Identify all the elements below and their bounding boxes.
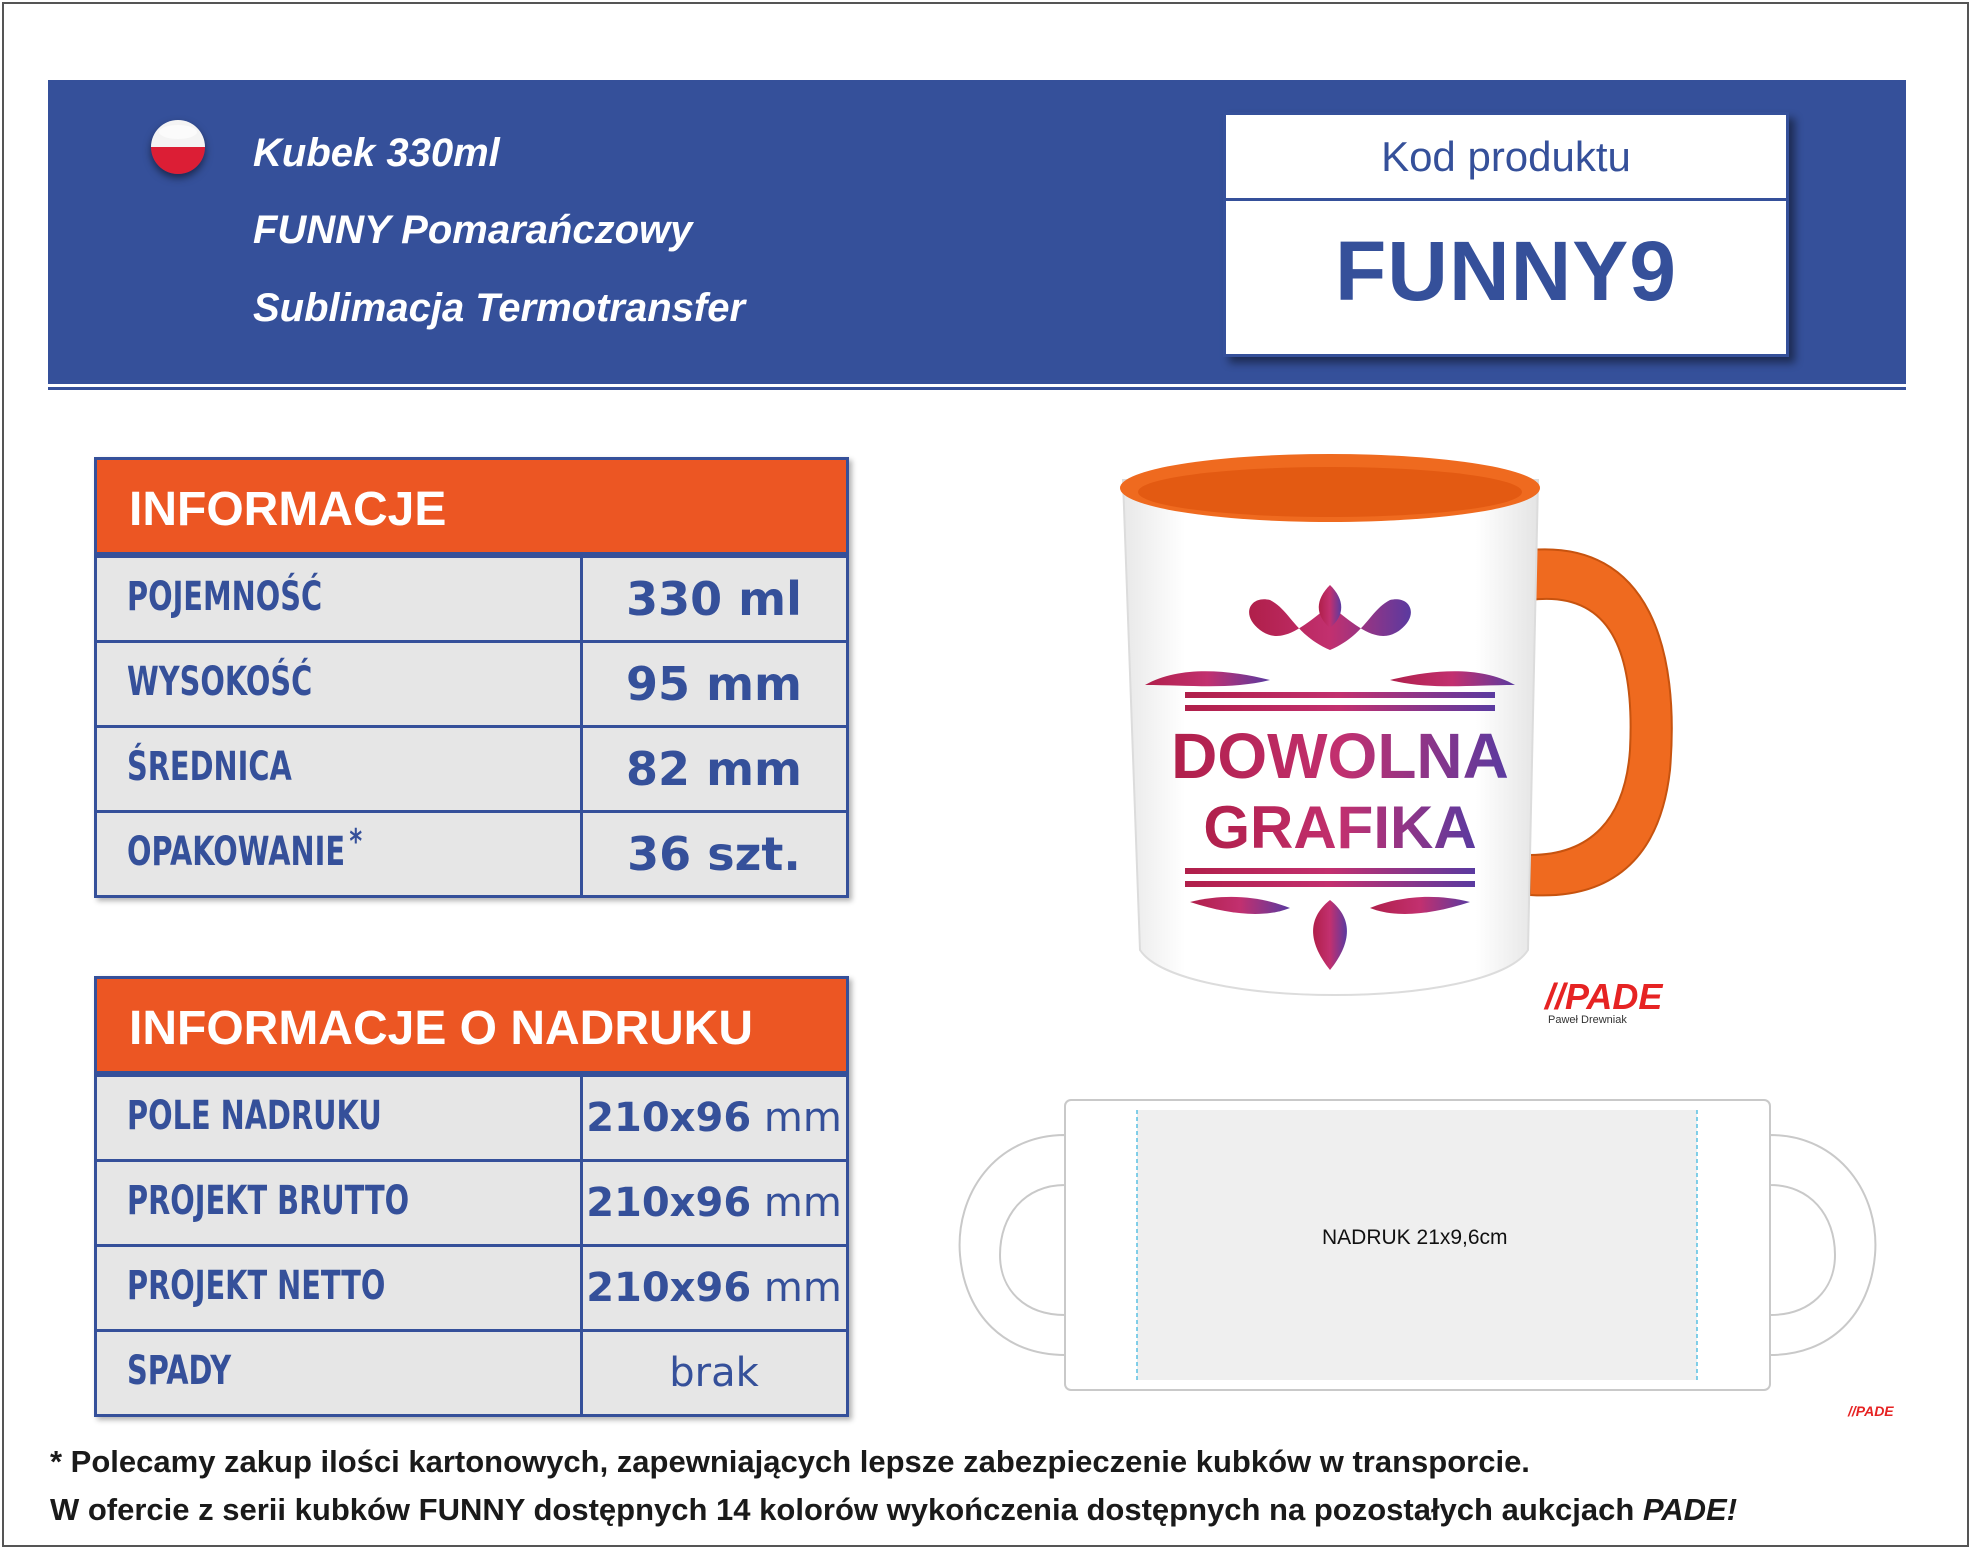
product-code-box	[1223, 112, 1789, 357]
table-row	[97, 1074, 846, 1159]
row-key: POLE NADRUKU	[127, 1093, 382, 1139]
product-code-value: FUNNY9	[1334, 224, 1678, 318]
row-key-text: OPAKOWANIE	[127, 829, 346, 875]
footnote-colors	[50, 1492, 1737, 1528]
table-row	[97, 640, 846, 725]
pade-logo: //PADE	[1545, 976, 1663, 1017]
table-row	[97, 1159, 846, 1244]
pade-small-logo: //PADE	[1848, 1403, 1894, 1419]
row-value: 36 szt.	[627, 827, 801, 881]
table-row	[97, 810, 846, 895]
row-key: ŚREDNICA	[127, 744, 292, 790]
row-value: brak	[669, 1350, 759, 1396]
row-value: 95 mm	[626, 657, 802, 711]
product-code-label: Kod produktu	[1381, 133, 1631, 180]
print-table-title: INFORMACJE O NADRUKU	[129, 1002, 753, 1055]
row-key	[127, 822, 363, 875]
row-value: 210x96 mm	[586, 1265, 842, 1311]
pade-subtitle: Paweł Drewniak	[1548, 1014, 1627, 1026]
row-key: POJEMNOŚĆ	[127, 574, 323, 620]
poland-flag-icon	[151, 120, 205, 174]
product-title-line-2: FUNNY Pomarańczowy	[253, 208, 693, 252]
table-row	[97, 725, 846, 810]
footnote-brand: PADE!	[1642, 1492, 1738, 1527]
footnote-colors-text: W ofercie z serii kubków FUNNY dostępnych 14 kolorów wykończenia dostępnych na pozostałych aukcjach	[50, 1492, 1643, 1527]
row-key: PROJEKT NETTO	[127, 1263, 386, 1309]
info-table	[94, 457, 849, 898]
row-value: 82 mm	[626, 742, 802, 796]
print-info-table	[94, 976, 849, 1417]
table-row	[97, 1244, 846, 1329]
mug-graphic-line-1: DOWOLNA	[1171, 720, 1509, 792]
print-area-label: NADRUK 21x9,6cm	[1322, 1226, 1508, 1249]
footnote-asterisk: *	[349, 822, 363, 862]
row-key: SPADY	[127, 1348, 232, 1394]
product-code-divider	[1226, 198, 1786, 201]
row-value: 210x96 mm	[586, 1180, 842, 1226]
table-row	[97, 555, 846, 640]
row-key: PROJEKT BRUTTO	[127, 1178, 410, 1224]
table-row	[97, 1329, 846, 1414]
info-table-title: INFORMACJE	[129, 483, 447, 536]
footnote-packaging: * Polecamy zakup ilości kartonowych, zapewniających lepsze zabezpieczenie kubków w transporcie.	[50, 1444, 1530, 1479]
mug-photo	[1090, 430, 1730, 1040]
product-title-line-3: Sublimacja Termotransfer	[253, 286, 746, 330]
row-key: WYSOKOŚĆ	[127, 659, 313, 705]
info-table-header	[97, 460, 846, 555]
header-underline	[48, 387, 1906, 390]
row-value: 210x96 mm	[586, 1095, 842, 1141]
mug-graphic-line-2: GRAFIKA	[1203, 794, 1477, 861]
print-table-header	[97, 979, 846, 1074]
mug-illustration	[1090, 430, 1730, 1040]
row-value: 330 ml	[626, 572, 802, 626]
product-title-line-1: Kubek 330ml	[253, 131, 500, 175]
